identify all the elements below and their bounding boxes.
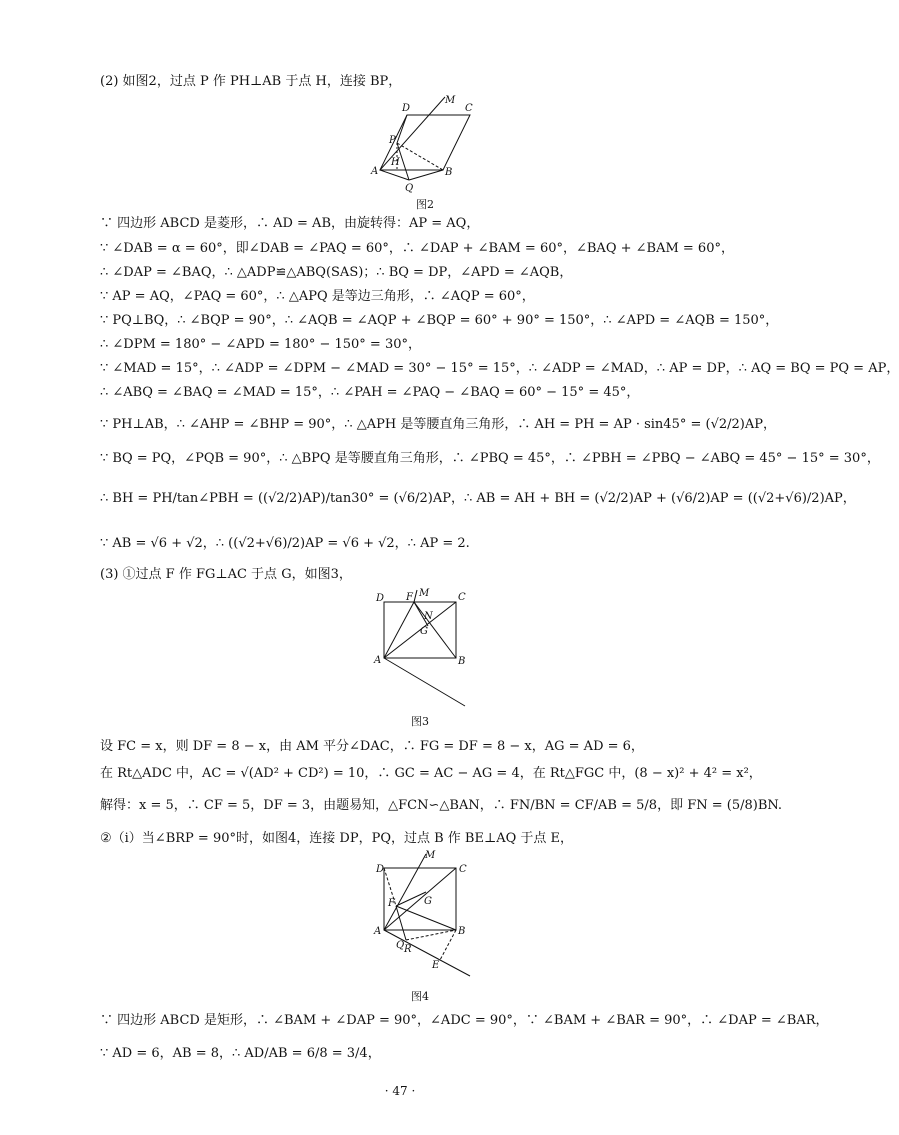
figure-3-caption: 图3 bbox=[411, 715, 429, 728]
label-D: D bbox=[402, 103, 411, 114]
figure-3 bbox=[370, 588, 470, 710]
figure-4 bbox=[370, 848, 480, 978]
label-Q: Q bbox=[396, 940, 405, 951]
text-line: ∵ PH⊥AB，∴ ∠AHP = ∠BHP = 90°，∴ △APH 是等腰直角三角形，∴ AH = PH = AP · sin45° = (√2/2)AP， bbox=[100, 417, 776, 432]
text-line: ∴ ∠DAP = ∠BAQ，∴ △ADP≌△ABQ(SAS)；∴ BQ = DP，∠APD = ∠AQB， bbox=[100, 265, 573, 280]
label-E: E bbox=[432, 960, 440, 971]
text-line: ∵ AP = AQ，∠PAQ = 60°，∴ △APQ 是等边三角形，∴ ∠AQP = 60°， bbox=[100, 289, 535, 304]
figure-4-diagram bbox=[370, 848, 480, 978]
label-A: A bbox=[374, 655, 382, 666]
label-M: M bbox=[419, 588, 430, 599]
figure-2-caption: 图2 bbox=[416, 198, 434, 211]
label-A: A bbox=[374, 926, 382, 937]
text-line: ∵ ∠DAB = α = 60°，即∠DAB = ∠PAQ = 60°，∴ ∠DAP + ∠BAM = 60°，∠BAQ + ∠BAM = 60°， bbox=[100, 241, 734, 256]
label-B: B bbox=[458, 926, 466, 937]
text-line: ∵ AB = √6 + √2，∴ ((√2+√6)/2)AP = √6 + √2，∴ AP = 2. bbox=[100, 536, 470, 551]
text-line: ∵ PQ⊥BQ，∴ ∠BQP = 90°，∴ ∠AQB = ∠AQP + ∠BQP = 60° + 90° = 150°，∴ ∠APD = ∠AQB = 150°， bbox=[100, 313, 779, 328]
label-R: R bbox=[404, 944, 412, 955]
text-line: ∴ ∠DPM = 180° − ∠APD = 180° − 150° = 30°， bbox=[100, 337, 421, 352]
figure-2-diagram bbox=[365, 95, 475, 195]
label-B: B bbox=[458, 656, 466, 667]
label-D: D bbox=[376, 593, 385, 604]
label-P: P bbox=[389, 135, 396, 146]
label-B: B bbox=[445, 167, 453, 178]
label-F: F bbox=[388, 898, 395, 909]
text-line: ∴ ∠ABQ = ∠BAQ = ∠MAD = 15°，∴ ∠PAH = ∠PAQ − ∠BAQ = 60° − 15° = 45°， bbox=[100, 385, 640, 400]
text-line: 设 FC = x，则 DF = 8 − x，由 AM 平分∠DAC，∴ FG = DF = 8 − x，AG = AD = 6， bbox=[100, 739, 644, 754]
text-line: ∵ 四边形 ABCD 是菱形，∴ AD = AB，由旋转得：AP = AQ， bbox=[100, 216, 480, 231]
figure-4-caption: 图4 bbox=[411, 990, 429, 1003]
figure-2 bbox=[365, 95, 475, 195]
figure-3-diagram bbox=[370, 588, 470, 710]
text-line: (3) ①过点 F 作 FG⊥AC 于点 G，如图3， bbox=[100, 567, 352, 582]
label-N: N bbox=[424, 611, 433, 622]
text-line: ∵ AD = 6，AB = 8，∴ AD/AB = 6/8 = 3/4， bbox=[100, 1046, 381, 1061]
label-Q: Q bbox=[405, 183, 414, 194]
text-line: 解得：x = 5，∴ CF = 5，DF = 3，由题易知，△FCN∽△BAN，∴ FN/BN = CF/AB = 5/8，即 FN = (5/8)BN. bbox=[100, 798, 783, 813]
label-F: F bbox=[406, 592, 413, 603]
label-H: H bbox=[391, 157, 400, 168]
label-C: C bbox=[465, 103, 473, 114]
text-line: (2) 如图2，过点 P 作 PH⊥AB 于点 H，连接 BP， bbox=[100, 74, 402, 89]
label-G: G bbox=[420, 626, 428, 637]
page-number: · 47 · bbox=[384, 1084, 416, 1098]
text-line: ∵ ∠MAD = 15°，∴ ∠ADP = ∠DPM − ∠MAD = 30° − 15° = 15°，∴ ∠ADP = ∠MAD，∴ AP = DP，∴ AQ = BQ = PQ = AP， bbox=[100, 361, 899, 376]
text-line: ②（ⅰ）当∠BRP = 90°时，如图4，连接 DP，PQ，过点 B 作 BE⊥AQ 于点 E， bbox=[100, 831, 573, 846]
label-C: C bbox=[458, 592, 466, 603]
label-D: D bbox=[376, 864, 385, 875]
text-line: ∵ BQ = PQ，∠PQB = 90°，∴ △BPQ 是等腰直角三角形，∴ ∠PBQ = 45°，∴ ∠PBH = ∠PBQ − ∠ABQ = 45° − 15° = 30°， bbox=[100, 451, 880, 466]
label-A: A bbox=[371, 166, 379, 177]
text-line: ∴ BH = PH/tan∠PBH = ((√2/2)AP)/tan30° = (√6/2)AP，∴ AB = AH + BH = (√2/2)AP + (√6/2)AP = ((√2+√6)/2)AP， bbox=[100, 491, 856, 506]
label-C: C bbox=[459, 864, 467, 875]
label-M: M bbox=[445, 95, 456, 106]
text-line: ∵ 四边形 ABCD 是矩形，∴ ∠BAM + ∠DAP = 90°，∠ADC = 90°，∵ ∠BAM + ∠BAR = 90°，∴ ∠DAP = ∠BAR， bbox=[100, 1013, 829, 1028]
text-line: 在 Rt△ADC 中，AC = √(AD² + CD²) = 10，∴ GC = AC − AG = 4，在 Rt△FGC 中，(8 − x)² + 4² = x²， bbox=[100, 766, 762, 781]
label-G: G bbox=[424, 896, 432, 907]
label-M: M bbox=[425, 850, 436, 861]
